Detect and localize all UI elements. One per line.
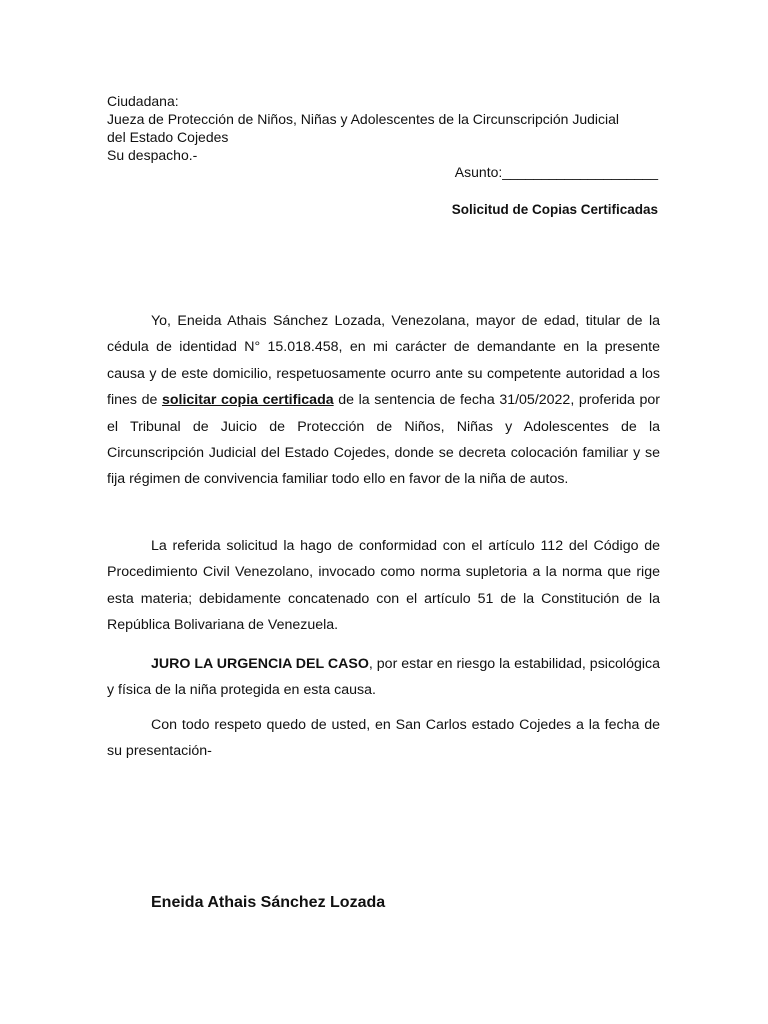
request-paragraph (107, 308, 660, 493)
request-text-start: Yo, Eneida Athais Sánchez Lozada, Venezolana, mayor de edad, titular de la cédula de identidad N° 15.018.458, en mi carácter de demandante en la presente causa y de este domicilio, respetuosamente ocurro ante su competente autoridad a los fines de (107, 313, 660, 409)
closing-text: Con todo respeto quedo de usted, en San Carlos estado Cojedes a la fecha de su presentación- (107, 717, 660, 760)
addressee-salutation: Ciudadana: (107, 93, 179, 109)
legal-basis-paragraph (107, 533, 660, 639)
request-emphasis: solicitar copia certificada (161, 392, 334, 409)
urgency-emphasis: JURO LA URGENCIA DEL CASO (151, 656, 369, 672)
urgency-text: , por estar en riesgo la estabilidad, psicológica y física de la niña protegida en esta causa. (107, 656, 661, 699)
legal-basis-text: La referida solicitud la hago de conformidad con el artículo 112 del Código de Procedimiento Civil Venezolano, invocado como norma supletoria a la norma que rige esta materia; debidamente concatenado con el artículo 51 de la Constitución de la República Bolivariana de Venezuela. (107, 538, 660, 634)
request-text-end: de la sentencia de fecha 31/05/2022, proferida por el Tribunal de Juicio de Protección de Niños, Niñas y Adolescentes de la Circunscripción Judicial del Estado Cojedes, donde se decreta colocación familiar y se fija régimen de convivencia familiar todo ello en favor de la niña de autos. (107, 392, 660, 488)
addressee-title-continued: del Estado Cojedes (107, 129, 229, 145)
addressee-block (107, 92, 667, 164)
signature-name: Eneida Athais Sánchez Lozada (151, 894, 386, 911)
subject-title: Solicitud de Copias Certificadas (451, 202, 658, 217)
addressee-office: Su despacho.- (107, 147, 198, 163)
addressee-title: Jueza de Protección de Niños, Niñas y Adolescentes de la Circunscripción Judicial (107, 111, 620, 127)
subject-label: Asunto:____________________ (454, 164, 658, 180)
closing-paragraph (107, 712, 660, 765)
urgency-paragraph (107, 651, 660, 704)
